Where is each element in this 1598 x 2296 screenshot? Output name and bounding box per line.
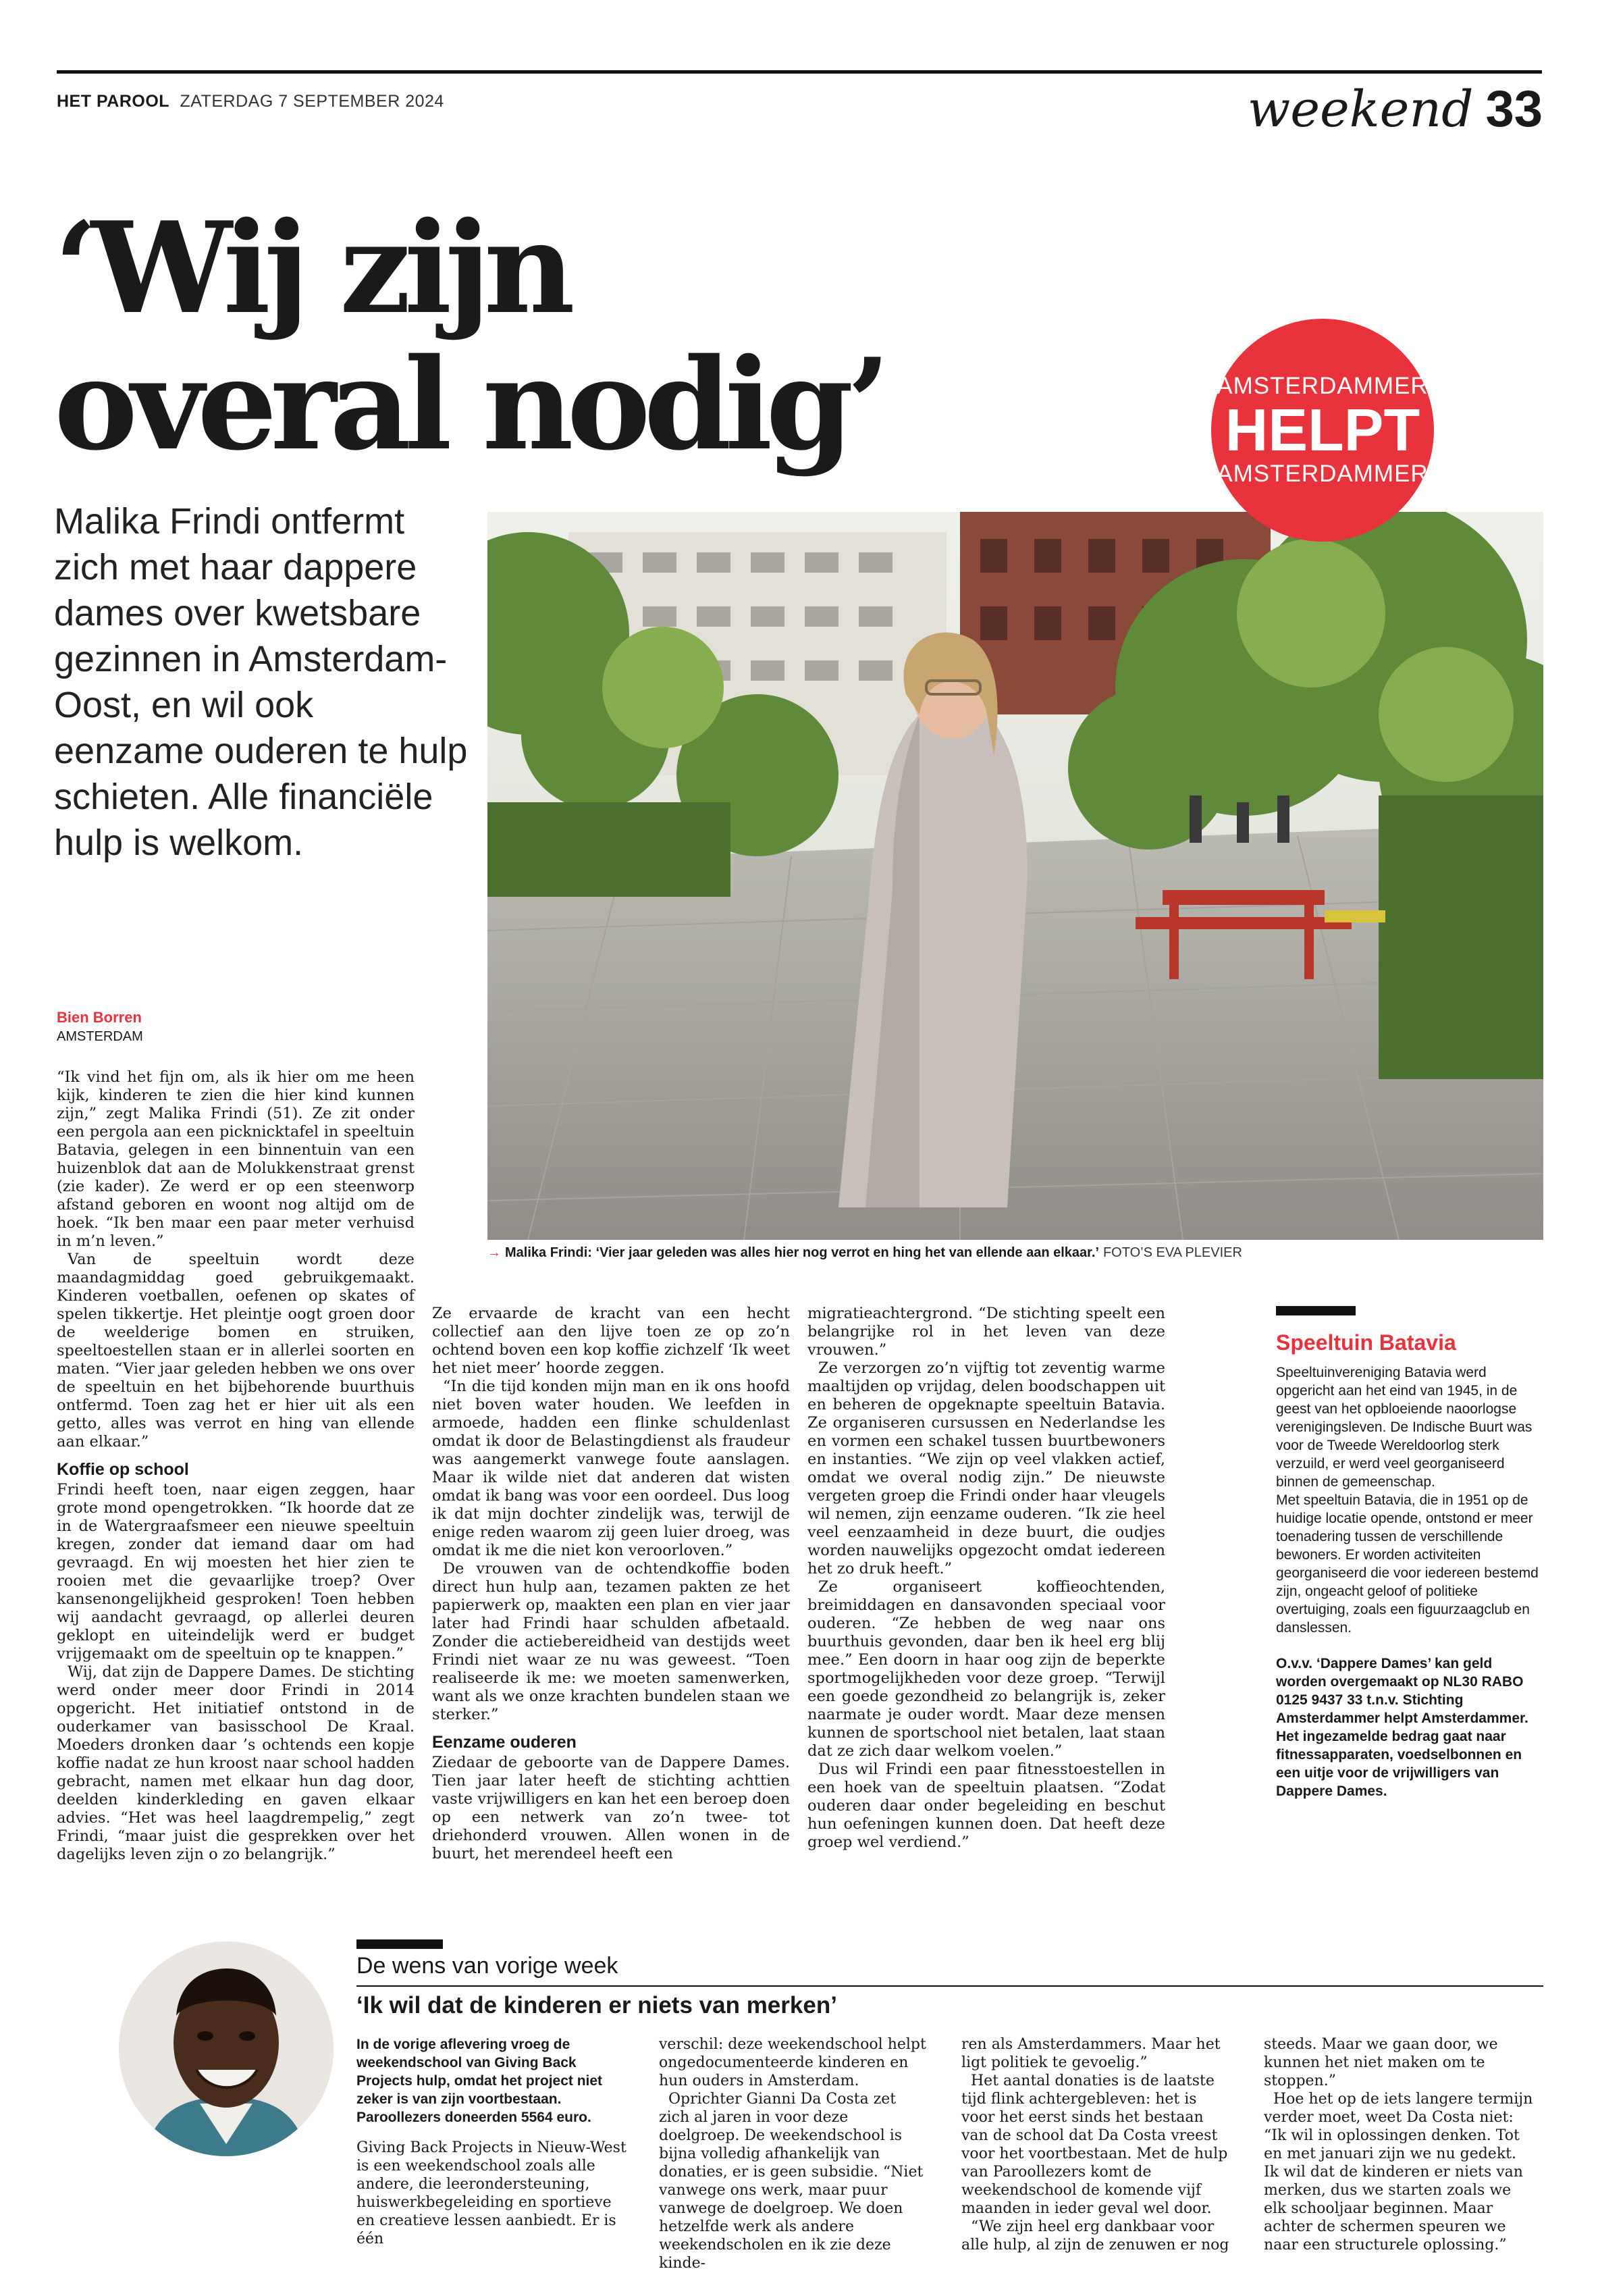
paragraph: Wij, dat zijn de Dappere Dames. De stichting werd onder meer door Frindi in 2014 opgericht. Het initiatief ontstond in de ouderkamer van basisschool De Kraal. Moeders dronken daar ’s ochtends een kopje koffie nadat ze hun kroost naar school hadden gebracht, namen met elkaar hun dag door, deelden kinderkleding en gaven elkaar advies. “Het was heel laagdrempelig,” zegt Frindi, “maar juist die gesprekken over het dagelijks leven zijn o zo belangrijk.” <box>57 1663 415 1863</box>
subheading: Koffie op school <box>57 1460 189 1479</box>
paragraph: Het aantal donaties is de laatste tijd flink achtergebleven: het is voor het eerst sinds het bestaan van de school dat Da Costa vreest voor het voortbestaan. Met de hulp van Paroollezers komt de weekendschool de komende vijf maanden in ieder geval wel door. <box>961 2072 1228 2217</box>
article-column-2 <box>432 1305 790 1863</box>
paragraph: Dus wil Frindi een paar fitnesstoestellen in een hoek van de speeltuin plaatsen. “Zodat ouderen daar onder begeleiding en beschut hun oefeningen kunnen doen. Dat heeft deze groep wel verdiend.” <box>807 1760 1165 1851</box>
paper-name: HET PAROOL <box>57 92 170 111</box>
badge-line-2: HELPT <box>1225 396 1420 463</box>
amsterdammer-helpt-badge <box>1211 319 1434 542</box>
wish-column-1 <box>356 2035 627 2248</box>
subheading: Eenzame ouderen <box>432 1733 577 1752</box>
paragraph: De vrouwen van de ochtendkoffie boden direct hun hulp aan, tezamen pakten ze het papierwerk op, maakten een plan en vier jaar later had Frindi haar schulden afbetaald. Zonder die actiebereidheid van destijds weet Frindi niet waar ze nu was geweest. “Toen realiseerde ik me: we moeten samenwerken, want als we onze krachten bundelen staan we sterker.” <box>432 1560 790 1723</box>
wish-headline: ‘Ik wil dat de kinderen er niets van merken’ <box>356 1992 837 2018</box>
badge-line-3: AMSTERDAMMER <box>1217 461 1429 487</box>
photo-credit: FOTO’S EVA PLEVIER <box>1102 1245 1242 1260</box>
playground-photo-illustration <box>487 512 1543 1240</box>
paragraph: Giving Back Projects in Nieuw-West is een weekendschool zoals alle andere, die leerondersteuning, huiswerkbegeleiding en sportieve en creatieve lessen aanbiedt. Er is één <box>356 2139 627 2247</box>
article-column-3 <box>807 1305 1165 1852</box>
masthead <box>57 92 444 111</box>
paragraph: Frindi heeft toen, naar eigen zeggen, haar grote mond opengetrokken. “Ik hoorde dat ze in de Watergraafsmeer een nieuwe speeltuin kregen, zonder dat iemand daar om had gevraagd. En wij moesten het hier zien te rooien met die gevaarlijke troep? Over kansenongelijkheid gesproken! Toen hebben wij aandacht gevraagd, op allerlei deuren geklopt en uiteindelijk werd er budget vrijgemaakt om de speeltuin op te knappen.” <box>57 1481 415 1663</box>
paragraph: ren als Amsterdammers. Maar het ligt politiek te gevoelig.” <box>961 2036 1221 2071</box>
intro-text: Malika Frindi ontfermt zich met haar dappere dames over kwetsbare gezinnen in Amsterdam-Oost, en wil ook eenzame ouderen te hulp schieten. Alle financiële hulp is welkom. <box>54 501 468 863</box>
paragraph: “We zijn heel erg dankbaar voor alle hulp, al zijn de zenuwen er nog <box>961 2218 1229 2253</box>
wish-column-4 <box>1264 2035 1534 2254</box>
headline-line-1: ‘Wij zijn <box>54 194 568 342</box>
main-photo <box>487 512 1543 1240</box>
paragraph: verschil: deze weekendschool helpt ongedocumenteerde kinderen en hun ouders in Amsterdam. <box>659 2036 926 2089</box>
wish-lead: In de vorige aflevering vroeg de weekendschool van Giving Back Projects hulp, omdat het project niet zeker is van zijn voortbestaan. Paroollezers doneerden 5564 euro. <box>356 2037 603 2125</box>
donation-info: O.v.v. ‘Dappere Dames’ kan geld worden overgemaakt op NL30 RABO 0125 9437 33 t.n.v. Stichting Amsterdammer helpt Amsterdammer. Het ingezamelde bedrag gaat naar fitnessapparaten, voedselbonnen en een uitje voor de vrijwilligers van Dappere Dames. <box>1276 1656 1528 1799</box>
byline <box>57 1009 143 1045</box>
paragraph: Ze organiseert koffieochtenden, breimiddagen en dansavonden speciaal voor ouderen. “Ze hebben de weg naar ons buurthuis gevonden, daar ben ik heel erg blij mee.” Een doorn in haar oog zijn de beperkte sportmogelijkheden voor deze groep. “Terwijl een goede gezondheid zo belangrijk is, zeker naarmate je ouder wordt. Maar deze mensen kunnen de sportschool niet betalen, laat staan dat ze zich daar welkom voelen.” <box>807 1578 1165 1760</box>
page-number: 33 <box>1485 80 1543 138</box>
badge-line-1: AMSTERDAMMER <box>1217 373 1429 399</box>
portrait-photo <box>119 1941 334 2156</box>
box-paragraph: Met speeltuin Batavia, die in 1951 op de huidige locatie opende, ontstond er meer toenadering tussen de verschillende bewoners. Er worden activiteiten georganiseerd die voor iedereen bestemd zijn, ongeacht geloof of politieke overtuiging, zoals een figuurzaagclub en danslessen. <box>1276 1492 1539 1636</box>
section-name: weekend <box>1247 80 1474 138</box>
caption-text: Malika Frindi: ‘Vier jaar geleden was alles hier nog verrot en hing het van ellende aan elkaar.’ <box>505 1245 1099 1260</box>
paragraph: Oprichter Gianni Da Costa zet zich al jaren in voor deze doelgroep. De weekendschool is bijna volledig afhankelijk van donaties, er is geen subsidie. “Niet vanwege ons werk, maar puur vanwege de doelgroep. We doen hetzelfde werk als andere weekendscholen en ik zie deze kinde- <box>659 2091 924 2272</box>
paragraph: steeds. Maar we gaan door, we kunnen het niet maken om te stoppen.” <box>1264 2036 1498 2089</box>
paragraph: “In die tijd konden mijn man en ik ons hoofd niet boven water houden. We leefden in armoede, hadden een flinke schuldenlast omdat ik door de Belastingdienst als fraudeur was aangemerkt vanwege foute aanslagen. Maar ik wilde niet dat anderen dat wisten omdat ik bang was voor een oordeel. Dus loog ik dat mijn dochter zindelijk was, terwijl de enige reden waarom zij geen luier droeg, was omdat ik me die niet kon veroorloven.” <box>432 1378 790 1559</box>
wish-rule <box>356 1939 443 1949</box>
article-column-1 <box>57 1068 415 1864</box>
issue-date: ZATERDAG 7 SEPTEMBER 2024 <box>180 92 444 111</box>
top-rule <box>57 70 1542 74</box>
paragraph: Ze ervaarde de kracht van een hecht collectief aan den lijve toen ze op zo’n ochtend boven een kop koffie zichzelf ‘Ik weet het niet meer’ hoorde zeggen. <box>432 1305 790 1377</box>
paragraph: Ziedaar de geboorte van de Dappere Dames. Tien jaar later heeft de stichting achttien vaste vrijwilligers en kan het een beroep doen op een netwerk van zo’n twee- tot driehonderd vrouwen. Allen wonen in de buurt, het merendeel heeft een <box>432 1754 790 1862</box>
box-rule <box>1276 1306 1356 1315</box>
paragraph: Ze verzorgen zo’n vijftig tot zeventig warme maaltijden op vrijdag, delen boodschappen uit en beheren de opgeknapte speeltuin Batavia. Ze organiseren cursussen en Nederlandse les en vormen een schakel tussen buurtbewoners en instanties. “We zijn op veel vlakken actief, omdat we overal nodig zijn.” De nieuwste vergeten groep die Frindi onder haar vleugels wil nemen, zijn eenzame ouderen. “Ik zie heel veel eenzaamheid in deze buurt, die oudjes worden nauwelijks opgezocht omdat iedereen het zo druk heeft.” <box>807 1359 1165 1577</box>
headline <box>54 194 932 478</box>
paragraph: migratieachtergrond. “De stichting speelt een belangrijke rol in het leven van deze vrouwen.” <box>807 1305 1165 1359</box>
paragraph: Hoe het op de iets langere termijn verder moet, weet Da Costa niet: “Ik wil in oplossingen denken. Tot en met januari zijn we nu gedekt. Ik wil dat de kinderen er niets van merken, dus we starten zoals we elk schooljaar beginnen. Maar achter de schermen speuren we naar een structurele oplossing.” <box>1264 2091 1533 2253</box>
paragraph: Van de speeltuin wordt deze maandagmiddag goed gebruikgemaakt. Kinderen voetballen, oefenen op skates of spelen tikkertje. Het pleintje oogt groen door de weelderige bomen en struiken, speeltoestellen staan er in allerlei soorten en maten. “Vier jaar geleden hebben we ons over de speeltuin en het bijbehorende buurthuis ontfermd. Toen zag het er hier uit als een getto, alles was verrot en hing van ellende aan elkaar.” <box>57 1251 415 1451</box>
author-name: Bien Borren <box>57 1009 142 1026</box>
info-box-speeltuin-batavia <box>1276 1306 1543 1800</box>
wish-kicker: De wens van vorige week <box>356 1953 618 1979</box>
smiling-man-portrait <box>119 1941 334 2156</box>
section-header <box>1248 80 1543 138</box>
arrow-right-icon: → <box>487 1245 501 1260</box>
photo-caption <box>487 1245 1543 1261</box>
wish-column-2 <box>659 2035 929 2272</box>
dateline: AMSTERDAM <box>57 1029 143 1044</box>
box-title: Speeltuin Batavia <box>1276 1330 1456 1355</box>
paragraph: “Ik vind het fijn om, als ik hier om me heen kijk, kinderen te zien die hier kind kunnen zijn,” zegt Malika Frindi (51). Ze zit onder een pergola aan een picknicktafel in speeltuin Batavia, gelegen in een binnentuin van een huizenblok dat aan de Molukkenstraat grenst (zie kader). Ze werd er op een steenworp afstand geboren en woont nog altijd om de hoek. “Ik ben maar een paar meter verhuisd in m’n leven.” <box>57 1068 415 1250</box>
wish-divider <box>356 1985 1543 1987</box>
box-paragraph: Speeltuinvereniging Batavia werd opgericht aan het eind van 1945, in de geest van het opbloeiende naoorlogse verenigingsleven. De Indische Buurt was voor de Tweede Wereldoorlog sterk verzuild, er werd veel georganiseerd binnen de gemeenschap. <box>1276 1365 1533 1490</box>
headline-line-2: overal nodig’ <box>54 330 884 478</box>
wish-column-3 <box>961 2035 1231 2254</box>
